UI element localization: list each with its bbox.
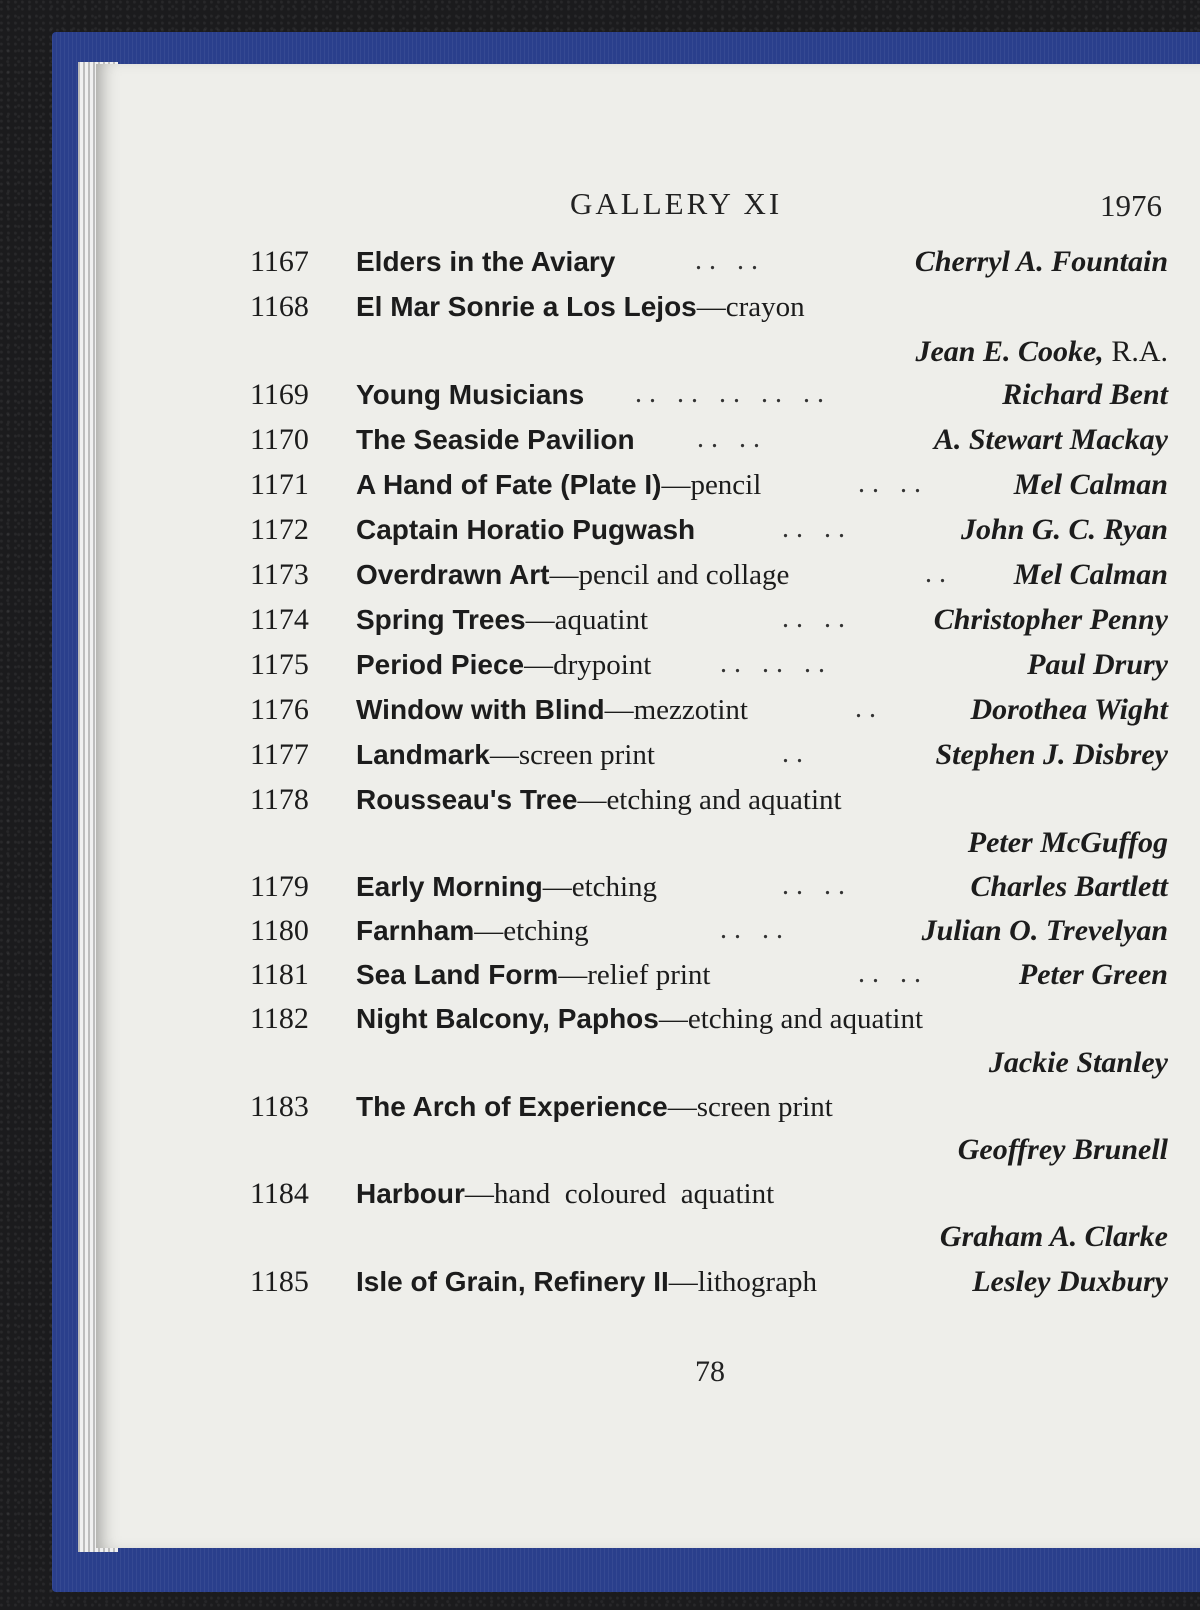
entry-title: Farnham bbox=[356, 915, 475, 946]
entry-medium: —screen print bbox=[667, 1091, 833, 1123]
entry-number: 1176 bbox=[250, 693, 309, 726]
page-number: 78 bbox=[695, 1355, 725, 1388]
dot-leader: . . . . bbox=[697, 423, 760, 454]
entry-description bbox=[356, 378, 584, 411]
catalogue-entry bbox=[0, 870, 1200, 910]
entry-medium: —etching and aquatint bbox=[577, 784, 842, 816]
catalogue-entry bbox=[0, 783, 1200, 823]
catalogue-entry bbox=[0, 914, 1200, 954]
artist-name: Mel Calman bbox=[1013, 468, 1168, 501]
dot-leader: . . . . . . bbox=[720, 648, 825, 679]
entry-title: A Hand of Fate (Plate I) bbox=[356, 469, 662, 500]
dot-leader: . . . . bbox=[720, 914, 783, 945]
artist-name: Stephen J. Disbrey bbox=[935, 738, 1168, 771]
catalogue-entry bbox=[0, 290, 1200, 330]
entry-number: 1185 bbox=[250, 1265, 309, 1298]
catalogue-entry bbox=[0, 1090, 1200, 1130]
catalogue-entry-artist-line bbox=[0, 335, 1200, 375]
artist-name: Peter McGuffog bbox=[967, 826, 1168, 859]
entry-number: 1178 bbox=[250, 783, 309, 816]
entry-description bbox=[356, 423, 635, 456]
entry-medium: —hand coloured aquatint bbox=[464, 1178, 775, 1210]
entry-artist bbox=[934, 603, 1168, 637]
catalogue-entry-artist-line bbox=[0, 1133, 1200, 1173]
entry-title: Isle of Grain, Refinery II bbox=[356, 1266, 669, 1297]
entry-title: Sea Land Form bbox=[356, 959, 559, 990]
entry-artist bbox=[968, 826, 1168, 860]
entry-number: 1169 bbox=[250, 378, 309, 411]
entry-artist bbox=[922, 914, 1168, 948]
catalogue-entry bbox=[0, 1177, 1200, 1217]
page-title: GALLERY XI bbox=[570, 186, 783, 221]
entry-title: Overdrawn Art bbox=[356, 559, 550, 590]
entry-description bbox=[356, 738, 655, 772]
catalogue-entry bbox=[0, 245, 1200, 285]
catalogue-entry bbox=[0, 1265, 1200, 1305]
entry-artist bbox=[940, 1220, 1168, 1254]
entry-artist bbox=[970, 693, 1168, 727]
catalogue-entry-artist-line bbox=[0, 1220, 1200, 1260]
dot-leader: . . . . bbox=[858, 468, 921, 499]
artist-name: Jean E. Cooke, bbox=[915, 335, 1104, 368]
entry-medium: —etching bbox=[542, 871, 658, 903]
entry-artist bbox=[970, 870, 1168, 904]
dot-leader: . . . . bbox=[782, 603, 845, 634]
catalogue-entry bbox=[0, 1002, 1200, 1042]
entry-number: 1170 bbox=[250, 423, 309, 456]
entry-title: Window with Blind bbox=[356, 694, 605, 725]
entry-description bbox=[356, 513, 695, 546]
entry-artist bbox=[1019, 958, 1168, 992]
entry-title: Captain Horatio Pugwash bbox=[356, 514, 696, 545]
entry-artist bbox=[961, 513, 1168, 547]
artist-name: Graham A. Clarke bbox=[939, 1220, 1168, 1253]
entry-number: 1177 bbox=[250, 738, 309, 771]
dot-leader: . . . . bbox=[858, 958, 921, 989]
entry-description bbox=[356, 914, 589, 948]
entry-medium: —screen print bbox=[489, 739, 655, 771]
entry-artist bbox=[1002, 378, 1168, 412]
entry-number: 1181 bbox=[250, 958, 309, 991]
entry-artist bbox=[972, 1265, 1168, 1299]
catalogue-entry bbox=[0, 378, 1200, 418]
entry-title: Young Musicians bbox=[356, 379, 585, 410]
entry-medium: —pencil bbox=[661, 469, 762, 501]
artist-name: Charles Bartlett bbox=[970, 870, 1168, 903]
entry-medium: —aquatint bbox=[525, 604, 649, 636]
entry-title: Night Balcony, Paphos bbox=[356, 1003, 659, 1034]
artist-name: Mel Calman bbox=[1013, 558, 1168, 591]
catalogue-entry bbox=[0, 423, 1200, 463]
artist-name: John G. C. Ryan bbox=[960, 513, 1168, 546]
entry-number: 1182 bbox=[250, 1002, 309, 1035]
entry-artist bbox=[915, 335, 1168, 369]
entry-description bbox=[356, 1002, 923, 1036]
entry-medium: —crayon bbox=[696, 291, 805, 323]
catalogue-entry bbox=[0, 513, 1200, 553]
dot-leader: . . . . bbox=[782, 870, 845, 901]
artist-suffix: R.A. bbox=[1103, 335, 1168, 368]
entry-number: 1172 bbox=[250, 513, 309, 546]
entry-artist bbox=[936, 738, 1169, 772]
entry-number: 1168 bbox=[250, 290, 309, 323]
artist-name: Jackie Stanley bbox=[988, 1046, 1168, 1079]
entry-artist bbox=[915, 245, 1168, 279]
entry-number: 1180 bbox=[250, 914, 309, 947]
entry-number: 1183 bbox=[250, 1090, 309, 1123]
entry-medium: —mezzotint bbox=[604, 694, 748, 726]
artist-name: Richard Bent bbox=[1002, 378, 1168, 411]
entry-number: 1174 bbox=[250, 603, 309, 636]
entry-description bbox=[356, 1090, 833, 1124]
page-header bbox=[0, 186, 1200, 226]
entry-description bbox=[356, 468, 761, 502]
dot-leader: . . . . . . . . . . bbox=[635, 378, 824, 409]
dot-leader: . . . . bbox=[695, 245, 758, 276]
catalogue-entry bbox=[0, 958, 1200, 998]
entry-title: The Arch of Experience bbox=[356, 1091, 668, 1122]
entry-medium: —pencil and collage bbox=[549, 559, 790, 591]
artist-name: Geoffrey Brunell bbox=[957, 1133, 1168, 1166]
entry-medium: —lithograph bbox=[668, 1266, 817, 1298]
artist-name: Peter Green bbox=[1018, 958, 1168, 991]
catalogue-entry bbox=[0, 738, 1200, 778]
page-year: 1976 bbox=[1100, 188, 1162, 223]
entry-description bbox=[356, 290, 805, 324]
dot-leader: . . bbox=[782, 738, 803, 769]
entry-description bbox=[356, 870, 657, 904]
entry-description bbox=[356, 783, 842, 817]
catalogue-entry bbox=[0, 468, 1200, 508]
entry-artist bbox=[1014, 468, 1168, 502]
entry-number: 1175 bbox=[250, 648, 309, 681]
entry-description bbox=[356, 1177, 774, 1211]
entry-number: 1171 bbox=[250, 468, 309, 501]
catalogue-entry bbox=[0, 558, 1200, 598]
entry-title: Elders in the Aviary bbox=[356, 246, 616, 277]
entry-medium: —etching bbox=[474, 915, 589, 947]
artist-name: Julian O. Trevelyan bbox=[921, 914, 1168, 947]
entry-number: 1184 bbox=[250, 1177, 309, 1210]
artist-name: Christopher Penny bbox=[933, 603, 1168, 636]
entry-description bbox=[356, 1265, 817, 1299]
artist-name: Cherryl A. Fountain bbox=[914, 245, 1168, 278]
dot-leader: . . bbox=[855, 693, 876, 724]
artist-name: Lesley Duxbury bbox=[972, 1265, 1168, 1298]
dot-leader: . . . . bbox=[782, 513, 845, 544]
catalogue-entry bbox=[0, 648, 1200, 688]
entry-description bbox=[356, 693, 748, 727]
entry-description bbox=[356, 958, 710, 992]
dot-leader: . . bbox=[925, 558, 946, 589]
entry-title: The Seaside Pavilion bbox=[356, 424, 635, 455]
artist-name: Dorothea Wight bbox=[970, 693, 1168, 726]
entry-title: Period Piece bbox=[356, 649, 525, 680]
catalogue-entry-artist-line bbox=[0, 826, 1200, 866]
entry-number: 1167 bbox=[250, 245, 309, 278]
entry-description bbox=[356, 603, 648, 637]
entry-medium: —etching and aquatint bbox=[658, 1003, 924, 1035]
entry-medium: —drypoint bbox=[524, 649, 652, 681]
entry-artist bbox=[958, 1133, 1168, 1167]
entry-title: Spring Trees bbox=[356, 604, 526, 635]
entry-title: Rousseau's Tree bbox=[356, 784, 578, 815]
entry-number: 1179 bbox=[250, 870, 309, 903]
entry-title: Early Morning bbox=[356, 871, 543, 902]
entry-title: Harbour bbox=[356, 1178, 465, 1209]
entry-title: El Mar Sonrie a Los Lejos bbox=[356, 291, 697, 322]
entry-artist bbox=[1014, 558, 1168, 592]
catalogue-entry-artist-line bbox=[0, 1046, 1200, 1086]
entry-artist bbox=[934, 423, 1168, 457]
entry-artist bbox=[1027, 648, 1168, 682]
entry-number: 1173 bbox=[250, 558, 309, 591]
artist-name: Paul Drury bbox=[1027, 648, 1168, 681]
catalogue-entry bbox=[0, 693, 1200, 733]
entry-description bbox=[356, 245, 615, 278]
entry-description bbox=[356, 558, 789, 592]
catalogue-entry bbox=[0, 603, 1200, 643]
entry-medium: —relief print bbox=[558, 959, 711, 991]
artist-name: A. Stewart Mackay bbox=[933, 423, 1168, 456]
entry-artist bbox=[989, 1046, 1168, 1080]
entry-description bbox=[356, 648, 651, 682]
entry-title: Landmark bbox=[356, 739, 490, 770]
